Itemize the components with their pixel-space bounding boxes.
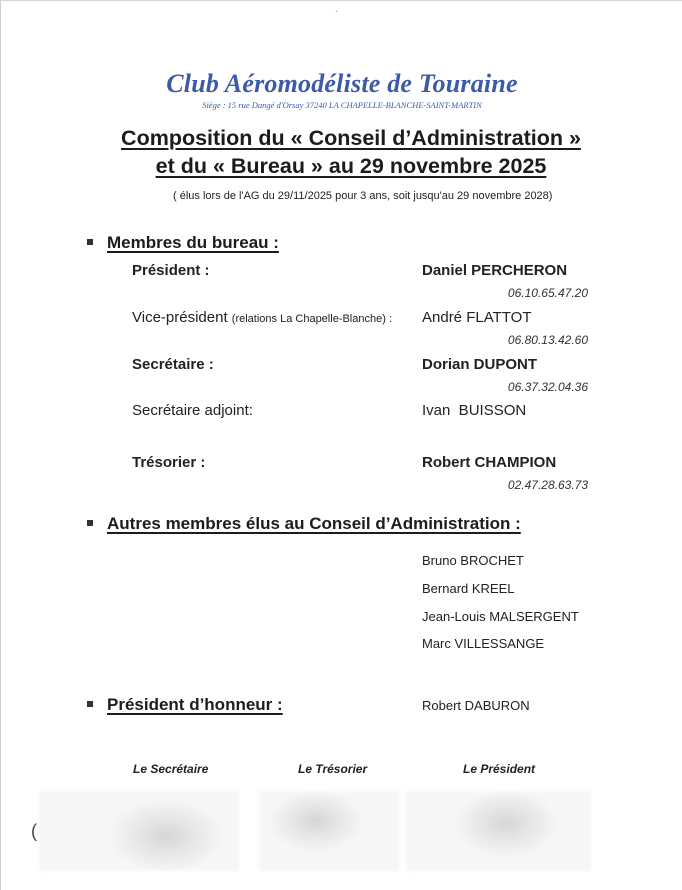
signature-label-tresorier: Le Trésorier xyxy=(298,762,368,776)
conseil-member: Bernard KREEL xyxy=(422,581,515,596)
conseil-member: Jean-Louis MALSERGENT xyxy=(422,609,579,624)
phone-vice-president: 06.80.13.42.60 xyxy=(507,333,588,347)
election-note: ( élus lors de l'AG du 29/11/2025 pour 3 ans, soit jusqu'au 29 novembre 2028) xyxy=(173,190,553,202)
section-label: Membres du bureau : xyxy=(107,233,279,252)
club-address: Siège : 15 rue Dangé d'Orsay 37240 LA CHAPELLE-BLANCHE-SAINT-MARTIN xyxy=(202,100,482,110)
signature-blur-shape xyxy=(456,791,556,856)
conseil-member: Marc VILLESSANGE xyxy=(422,636,545,651)
section-honneur-heading xyxy=(87,695,283,715)
signature-blur-shape xyxy=(111,801,221,871)
role-label: Vice-président xyxy=(132,309,228,326)
role-president: Président : xyxy=(132,262,210,279)
conseil-member: Bruno BROCHET xyxy=(422,553,524,568)
page-title-line-2 xyxy=(1,154,682,179)
section-bureau-heading xyxy=(87,233,279,253)
phone-president: 06.10.65.47.20 xyxy=(507,286,588,300)
phone-tresorier: 02.47.28.63.73 xyxy=(507,478,588,492)
role-tresorier: Trésorier : xyxy=(132,454,206,471)
phone-secretaire: 06.37.32.04.36 xyxy=(507,380,588,394)
name-secretaire: Dorian DUPONT xyxy=(422,356,538,373)
role-secretaire: Secrétaire : xyxy=(132,356,214,373)
role-note: (relations La Chapelle-Blanche) : xyxy=(231,313,392,325)
club-name: Club Aéromodéliste de Touraine xyxy=(166,69,518,98)
honorary-president-name: Robert DABURON xyxy=(422,698,530,713)
stray-parenthesis: ( xyxy=(31,821,37,841)
bullet-icon xyxy=(87,520,93,526)
page-title-line-1 xyxy=(1,126,682,151)
role-secretaire-adjoint: Secrétaire adjoint: xyxy=(132,402,253,419)
signature-blur-shape xyxy=(271,791,361,851)
section-conseil-heading xyxy=(87,514,521,534)
scan-speck: ˋ xyxy=(335,10,338,19)
bullet-icon xyxy=(87,239,93,245)
signature-label-secretaire: Le Secrétaire xyxy=(133,762,209,776)
role-vice-president xyxy=(132,309,392,326)
name-vice-president: André FLATTOT xyxy=(422,309,532,326)
name-tresorier: Robert CHAMPION xyxy=(422,454,557,471)
title-text-1: Composition du « Conseil d’Administration » xyxy=(121,126,581,150)
signature-label-president: Le Président xyxy=(463,762,536,776)
bullet-icon xyxy=(87,701,93,707)
name-president: Daniel PERCHERON xyxy=(422,262,568,279)
section-label: Autres membres élus au Conseil d’Administration : xyxy=(107,514,521,533)
name-secretaire-adjoint: Ivan BUISSON xyxy=(422,402,527,419)
section-label: Président d’honneur : xyxy=(107,695,283,714)
title-text-2: et du « Bureau » au 29 novembre 2025 xyxy=(155,154,547,178)
